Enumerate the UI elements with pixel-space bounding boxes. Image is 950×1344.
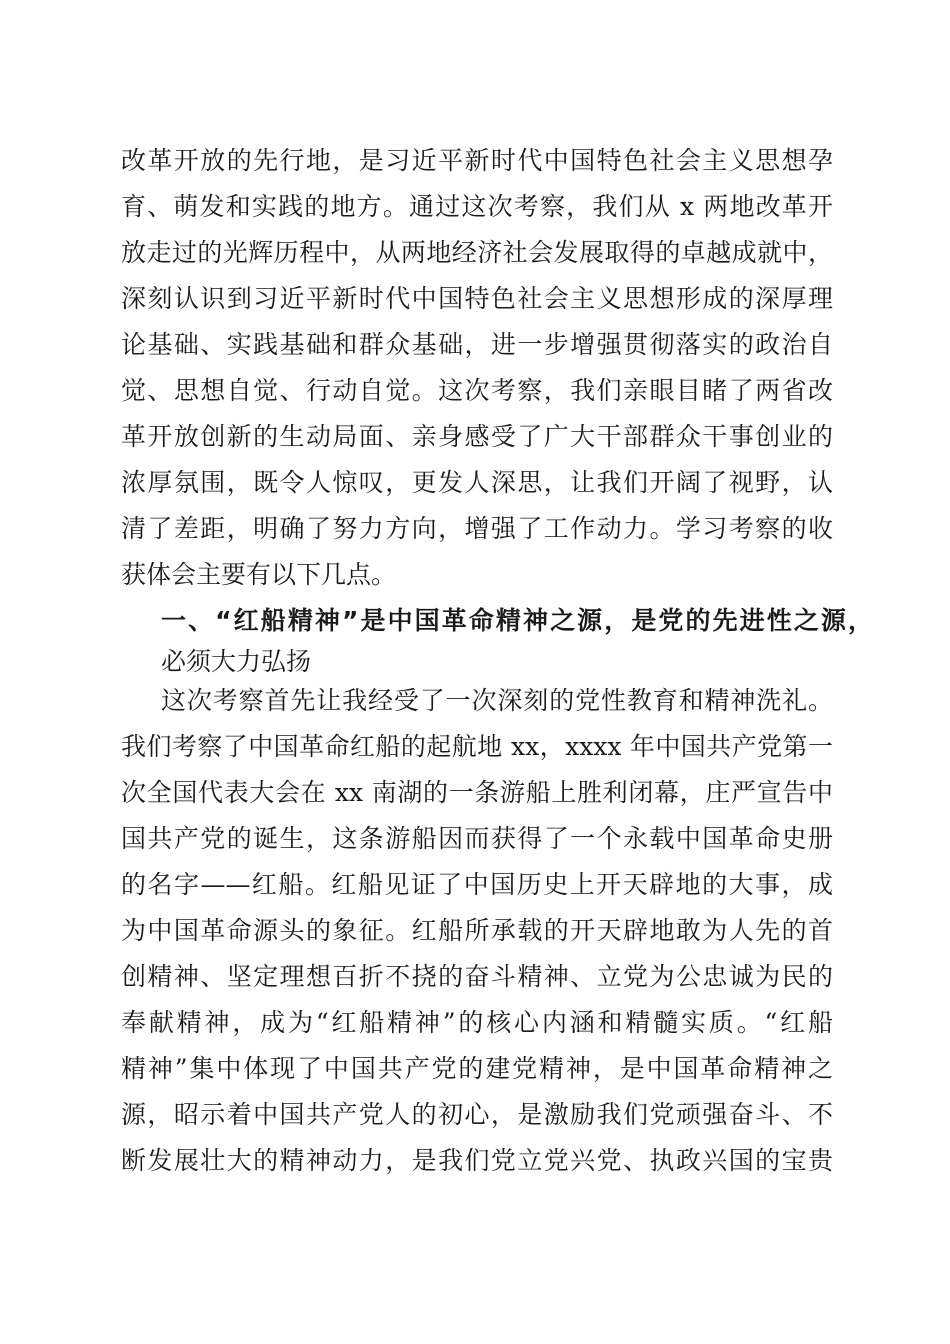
intro-line: 清了差距，明确了努力方向，增强了工作动力。学习考察的收 — [121, 514, 833, 543]
intro-line: 革开放创新的生动局面、亲身感受了广大干部群众干事创业的 — [121, 422, 833, 451]
section-heading-1-cont: 必须大力弘扬 — [161, 647, 312, 676]
paragraph-line: 国共产党的诞生，这条游船因而获得了一个永载中国革命史册 — [121, 824, 833, 853]
paragraph-line: 这次考察首先让我经受了一次深刻的党性教育和精神洗礼。 — [161, 686, 833, 715]
paragraph-line: 断发展壮大的精神动力，是我们党立党兴党、执政兴国的宝贵 — [121, 1146, 833, 1175]
paragraph-line: 创精神、坚定理想百折不挠的奋斗精神、立党为公忠诚为民的 — [121, 962, 833, 991]
intro-line: 觉、思想自觉、行动自觉。这次考察，我们亲眼目睹了两省改 — [121, 376, 833, 405]
intro-line: 改革开放的先行地，是习近平新时代中国特色社会主义思想孕 — [121, 146, 833, 175]
paragraph-line: 奉献精神，成为“红船精神”的核心内涵和精髓实质。“红船 — [121, 1008, 833, 1037]
intro-line: 放走过的光辉历程中，从两地经济社会发展取得的卓越成就中， — [121, 238, 833, 267]
intro-line: 获体会主要有以下几点。 — [121, 560, 397, 589]
paragraph-line: 的名字——红船。红船见证了中国历史上开天辟地的大事，成 — [121, 870, 833, 899]
paragraph-line: 精神”集中体现了中国共产党的建党精神，是中国革命精神之 — [121, 1054, 833, 1083]
intro-line: 深刻认识到习近平新时代中国特色社会主义思想形成的深厚理 — [121, 284, 833, 313]
section-heading-1: 一、“红船精神”是中国革命精神之源，是党的先进性之源， — [161, 606, 873, 635]
paragraph-line: 源，昭示着中国共产党人的初心，是激励我们党顽强奋斗、不 — [121, 1100, 833, 1129]
paragraph-line: 次全国代表大会在 xx 南湖的一条游船上胜利闭幕，庄严宣告中 — [121, 778, 833, 807]
intro-line: 浓厚氛围，既令人惊叹，更发人深思，让我们开阔了视野，认 — [121, 468, 833, 497]
paragraph-line: 为中国革命源头的象征。红船所承载的开天辟地敢为人先的首 — [121, 916, 833, 945]
intro-line: 论基础、实践基础和群众基础，进一步增强贯彻落实的政治自 — [121, 330, 833, 359]
intro-line: 育、萌发和实践的地方。通过这次考察，我们从 x 两地改革开 — [121, 192, 833, 221]
paragraph-line: 我们考察了中国革命红船的起航地 xx，xxxx 年中国共产党第一 — [121, 732, 833, 761]
